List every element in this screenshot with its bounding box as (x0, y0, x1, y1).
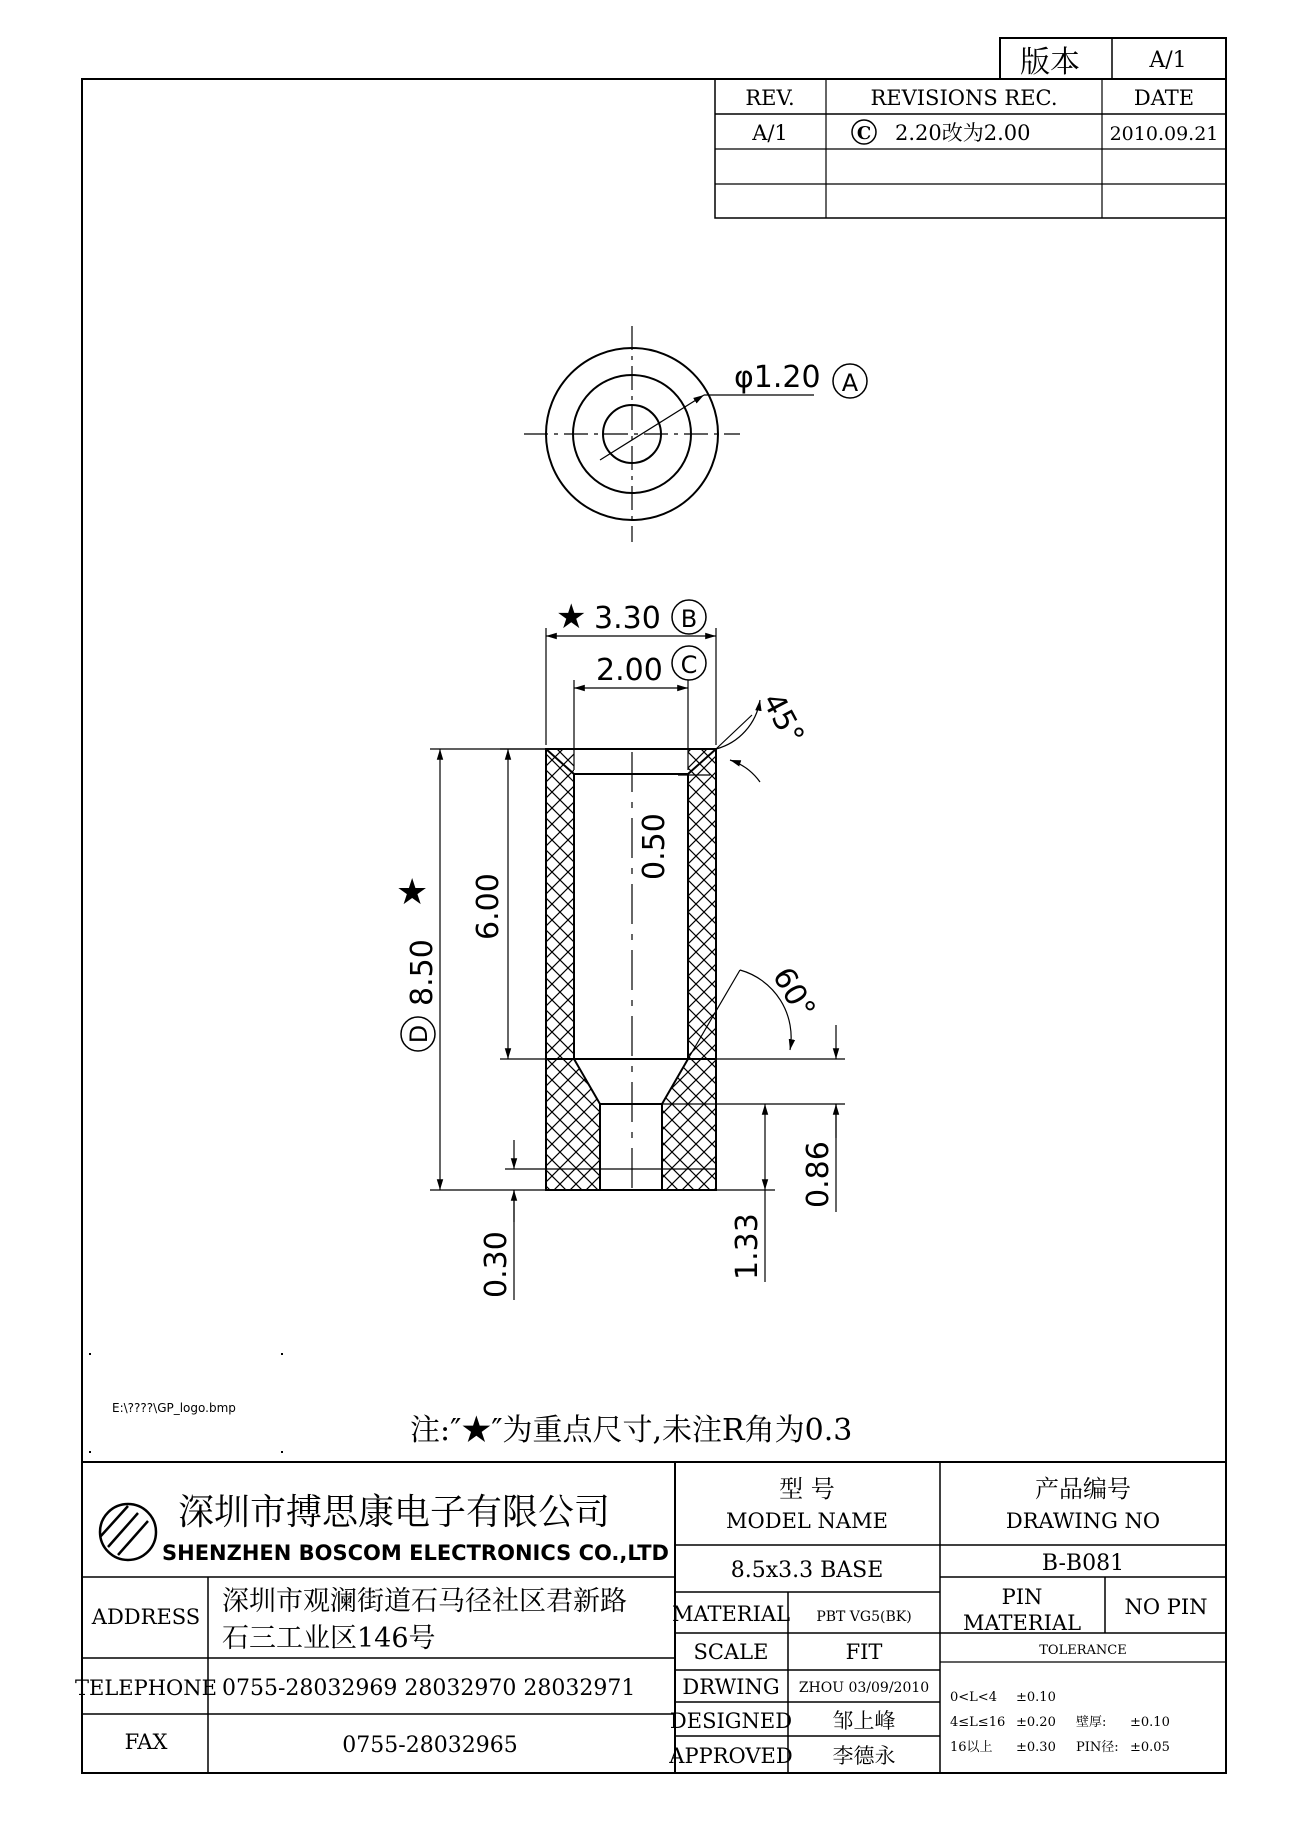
address-line2: 石三工业区146号 (222, 1623, 436, 1654)
inner-depth-label: 6.00 (471, 873, 506, 940)
address-line1: 深圳市观澜街道石马径社区君新路 (222, 1586, 627, 1617)
date-cell: 2010.09.21 (1109, 123, 1219, 145)
version-label: 版本 (1020, 45, 1080, 80)
material-value: PBT VG5(BK) (816, 1609, 912, 1625)
pin-label-2: MATERIAL (962, 1611, 1082, 1635)
left-wall-upper (546, 749, 574, 1059)
tolerance-label: TOLERANCE (1039, 1643, 1127, 1658)
version-box (1000, 38, 1226, 80)
telephone-value: 0755-28032969 28032970 28032971 (222, 1676, 636, 1701)
fax-value: 0755-28032965 (342, 1733, 518, 1758)
hole-dia-label: φ1.20 (734, 360, 821, 395)
star-outer: ★ (556, 597, 587, 637)
dimensions (396, 597, 845, 1300)
tol-2d: ±0.10 (1130, 1715, 1170, 1730)
pin-label-1: PIN (1001, 1585, 1043, 1609)
drawing-note: 注:″★″为重点尺寸,未注R角为0.3 (410, 1413, 853, 1448)
tol-2a: 4≤L≤16 (950, 1715, 1006, 1730)
star-height: ★ (396, 872, 429, 913)
chamfer-top-label: 45° (754, 687, 811, 751)
rev-mark: C (856, 123, 872, 144)
countersink-label: 60° (765, 961, 822, 1026)
outer-dia-label: 3.30 (594, 601, 661, 636)
tol-3d: ±0.05 (1130, 1740, 1170, 1755)
address-label: ADDRESS (91, 1605, 201, 1629)
left-base (546, 1059, 600, 1190)
height-ref: D (405, 1024, 433, 1044)
foot-label: 0.30 (479, 1231, 514, 1298)
model-label-en: MODEL NAME (726, 1509, 888, 1533)
tol-3c: PIN径: (1076, 1740, 1119, 1755)
rec-header: REVISIONS REC. (870, 86, 1058, 110)
tol-2b: ±0.20 (1016, 1715, 1056, 1730)
section-view (546, 749, 716, 1190)
tol-1b: ±0.10 (1016, 1690, 1056, 1705)
drawing-by-value: ZHOU 03/09/2010 (798, 1680, 930, 1696)
wall-label: 0.50 (637, 813, 672, 880)
rec-cell: 2.20改为2.00 (895, 121, 1031, 145)
outer-ref: B (680, 605, 698, 633)
tol-1a: 0<L<4 (950, 1690, 997, 1705)
bottom-step-label: 0.86 (801, 1141, 836, 1208)
company-logo (100, 1504, 156, 1560)
company-name-cn: 深圳市搏思康电子有限公司 (178, 1492, 611, 1533)
pin-value: NO PIN (1124, 1595, 1208, 1619)
tol-3b: ±0.30 (1016, 1740, 1056, 1755)
logo-path: E:\????\GP_logo.bmp (112, 1401, 236, 1415)
height-label: 8.50 (405, 939, 440, 1006)
inner-ref: C (680, 651, 698, 679)
bottom-hole-label: 1.33 (730, 1213, 765, 1280)
model-label-cn: 型 号 (779, 1475, 835, 1503)
inner-dia-label: 2.00 (596, 653, 663, 688)
top-view (524, 326, 867, 542)
version-value: A/1 (1149, 48, 1187, 73)
material-label: MATERIAL (671, 1602, 791, 1626)
tol-2c: 壁厚: (1076, 1715, 1107, 1730)
designed-value: 邹上峰 (832, 1709, 896, 1733)
drawing-no-label-cn: 产品编号 (1035, 1475, 1131, 1503)
rev-header: REV. (745, 86, 795, 110)
tol-3a: 16以上 (950, 1740, 993, 1755)
right-base (662, 1059, 716, 1190)
drawing-no-value: B-B081 (1041, 1551, 1125, 1576)
date-header: DATE (1133, 86, 1195, 110)
drawing-no-label-en: DRAWING NO (1005, 1509, 1161, 1533)
approved-label: APPROVED (669, 1744, 793, 1768)
telephone-label: TELEPHONE (75, 1676, 217, 1700)
fax-label: FAX (124, 1730, 168, 1754)
right-wall-upper (688, 749, 716, 1059)
scale-value: FIT (845, 1640, 883, 1664)
approved-value: 李德永 (832, 1744, 896, 1768)
rev-cell: A/1 (752, 121, 788, 145)
revision-table (715, 79, 1226, 218)
title-block (75, 1462, 1226, 1773)
scale-label: SCALE (693, 1640, 769, 1664)
model-value: 8.5x3.3 BASE (730, 1558, 884, 1583)
company-name-en: SHENZHEN BOSCOM ELECTRONICS CO.,LTD (162, 1541, 669, 1565)
designed-label: DESIGNED (669, 1709, 793, 1733)
hole-ref: A (841, 369, 859, 397)
drawing-by-label: DRWING (682, 1675, 780, 1699)
